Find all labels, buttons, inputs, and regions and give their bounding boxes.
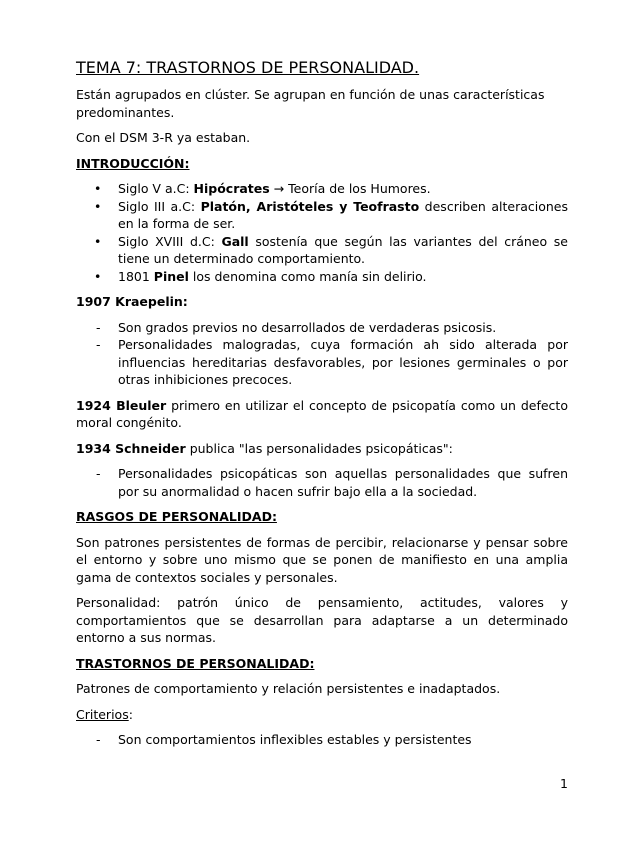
page-number: 1 — [560, 776, 568, 791]
introduccion-heading: INTRODUCCIÓN: — [76, 155, 190, 171]
list-item: • Siglo III a.C: Platón, Aristóteles y Teofrasto describen alteraciones en la forma de ser. — [94, 198, 568, 231]
trastornos-heading: TRASTORNOS DE PERSONALIDAD: — [76, 655, 315, 671]
dash-marker: - — [96, 732, 101, 747]
list-item: • Siglo V a.C: Hipócrates → Teoría de los Humores. — [94, 181, 431, 196]
dash-marker: - — [96, 466, 101, 481]
list-item: - Son comportamientos inflexibles estables y persistentes — [96, 732, 472, 747]
list-item: - Personalidades psicopáticas son aquellas personalidades que sufren por su anormalidad o hacen sufrir bajo ella a la sociedad. — [96, 466, 568, 499]
bullet-marker: • — [94, 233, 102, 249]
bullet-marker: • — [94, 268, 102, 284]
dash-marker: - — [96, 337, 101, 352]
rasgos-heading: RASGOS DE PERSONALIDAD: — [76, 509, 277, 524]
list-item: • 1801 Pinel los denomina como manía sin delirio. — [94, 268, 427, 284]
criterios-list — [76, 731, 568, 749]
list-item: - Personalidades malogradas, cuya formación ah sido alterada por influencias hereditarias desfavorables, por lesiones germinales o por otras inhibiciones precoces. — [96, 337, 568, 387]
bleuler-paragraph: 1924 Bleuler primero en utilizar el concepto de psicopatía como un defecto moral congénito. — [76, 397, 568, 430]
intro-paragraph: Están agrupados en clúster. Se agrupan en función de unas características predominantes. — [76, 87, 545, 120]
kraepelin-heading: 1907 Kraepelin: — [76, 294, 188, 309]
dsm-paragraph: Con el DSM 3-R ya estaban. — [76, 130, 251, 145]
kraepelin-list — [76, 319, 568, 389]
bullet-marker: • — [94, 181, 102, 196]
list-item: • Siglo XVIII d.C: Gall sostenía que según las variantes del cráneo se tiene un determinado comportamiento. — [94, 233, 568, 266]
document-body — [76, 58, 568, 757]
schneider-list — [76, 465, 568, 500]
criterios-label: Criterios: — [76, 706, 133, 722]
bullet-marker: • — [94, 198, 102, 214]
introduccion-list — [76, 180, 568, 285]
trastornos-paragraph: Patrones de comportamiento y relación persistentes e inadaptados. — [76, 681, 501, 696]
page-title: TEMA 7: TRASTORNOS DE PERSONALIDAD. — [76, 58, 420, 77]
list-item: - Son grados previos no desarrollados de verdaderas psicosis. — [96, 319, 497, 335]
rasgos-paragraph: Son patrones persistentes de formas de percibir, relacionarse y pensar sobre el entorno y sobre uno mismo que se ponen de manifiesto en una amplia gama de contextos sociales y personales. — [76, 534, 568, 585]
personalidad-paragraph: Personalidad: patrón único de pensamiento, actitudes, valores y comportamientos que se desarrollan para adaptarse a un determinado entorno a sus normas. — [76, 595, 568, 645]
schneider-paragraph: 1934 Schneider publica "las personalidades psicopáticas": — [76, 440, 453, 456]
dash-marker: - — [96, 319, 101, 335]
